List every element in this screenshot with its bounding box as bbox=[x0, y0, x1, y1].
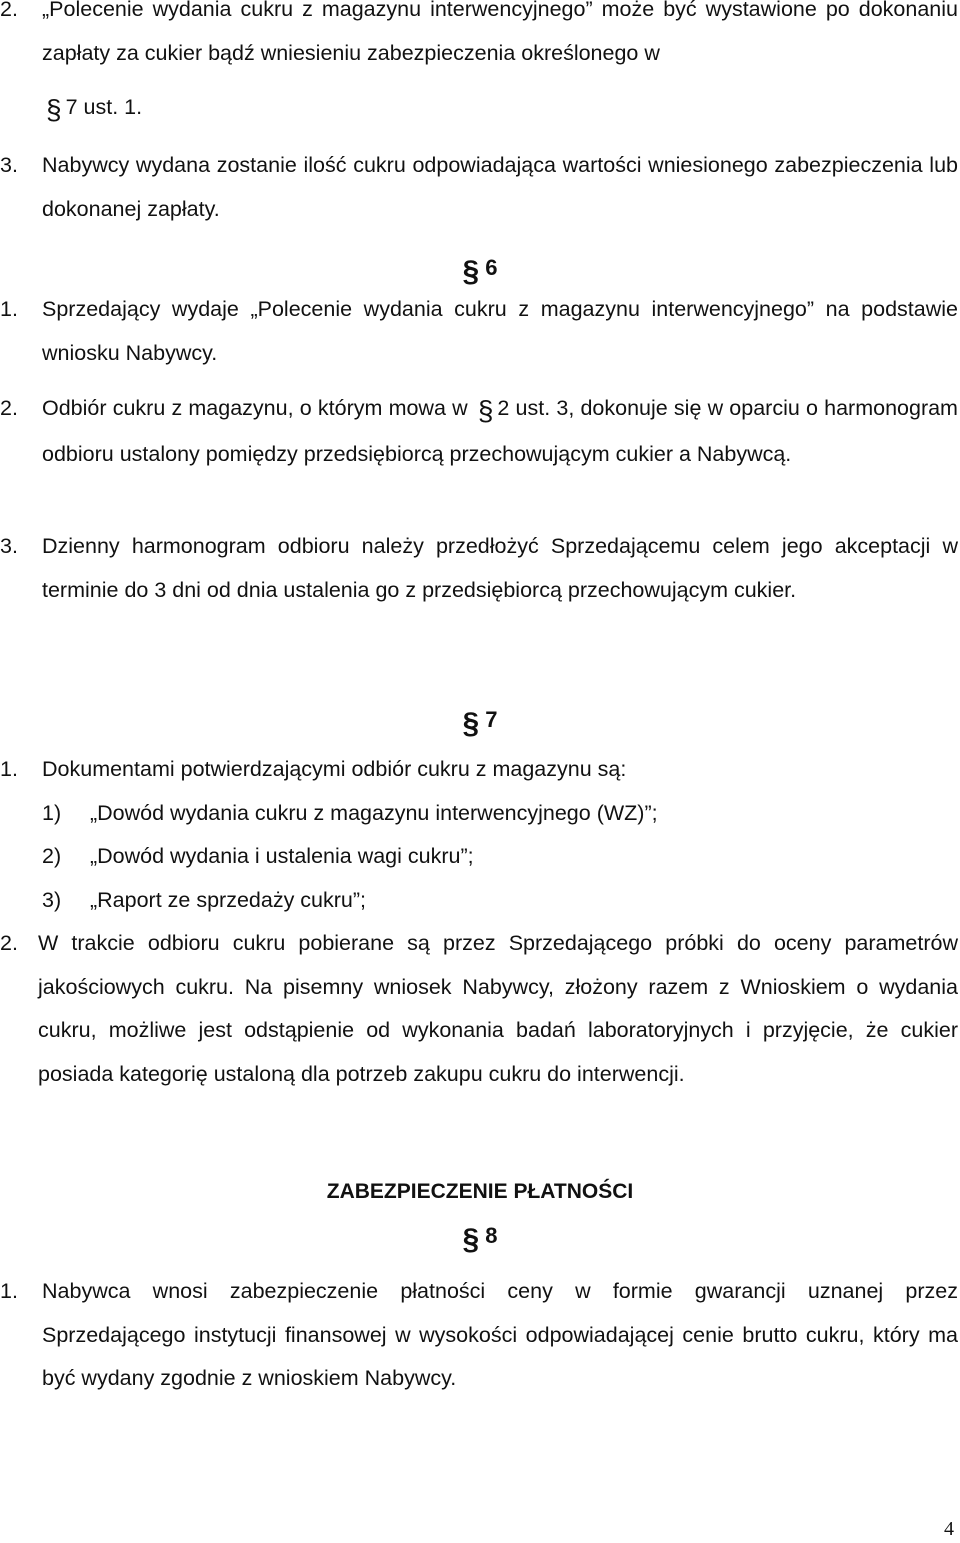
paragraph-number: 1. bbox=[0, 757, 18, 781]
paragraph-6-1 bbox=[0, 288, 958, 375]
paragraph-text: Sprzedający wydaje „Polecenie wydania cukru z magazynu interwencyjnego” na podstawie wniosku Nabywcy. bbox=[42, 297, 958, 365]
section-7-heading bbox=[0, 698, 960, 745]
paragraph-text: Dzienny harmonogram odbioru należy przedłożyć Sprzedającemu celem jego akceptacji w terminie do 3 dni od dnia ustalenia go z przedsiębiorcą przechowującym cukier. bbox=[42, 534, 958, 602]
section-symbol: § bbox=[462, 707, 480, 740]
list-item-number: 3) bbox=[42, 888, 62, 912]
list-item-number: 2) bbox=[42, 844, 62, 868]
paragraph-text: Nabywcy wydana zostanie ilość cukru odpowiadająca wartości wniesionego zabezpieczenia lub dokonanej zapłaty. bbox=[42, 153, 958, 221]
list-item-text: „Raport ze sprzedaży cukru”; bbox=[90, 888, 367, 912]
list-item bbox=[42, 792, 658, 836]
paragraph-text: W trakcie odbioru cukru pobierane są przez Sprzedającego próbki do oceny parametrów jakościowych cukru. Na pisemny wniosek Nabywcy, złożony razem z Wnioskiem o wydania cukru, możliwe jest odstąpienie od wykonania badań laboratoryjnych i przyjęcie, że cukier posiada kategorię ustaloną dla potrzeb zakupu cukru do interwencji. bbox=[38, 931, 958, 1086]
paragraph-2-continuation bbox=[0, 86, 958, 132]
paragraph-6-3 bbox=[0, 525, 958, 612]
section-number: 6 bbox=[485, 255, 498, 280]
list-item-text: „Dowód wydania i ustalenia wagi cukru”; bbox=[90, 844, 474, 868]
paragraph-7-1 bbox=[0, 748, 958, 792]
paragraph-number: 1. bbox=[0, 297, 18, 321]
section-6-heading bbox=[0, 246, 960, 293]
paragraph-7-2 bbox=[0, 922, 958, 1096]
list-item bbox=[42, 835, 474, 879]
section-symbol: § bbox=[462, 1223, 480, 1256]
paragraph-text-b: 2 ust. 3, dokonuje się w oparciu o harmonogram odbioru ustalony pomiędzy przedsiębiorcą przechowującym cukier a Nabywcą. bbox=[42, 396, 958, 466]
paragraph-text: Dokumentami potwierdzającymi odbiór cukru z magazynu są: bbox=[42, 757, 627, 781]
paragraph-number: 1. bbox=[0, 1279, 18, 1303]
paragraph-2-polecenie bbox=[0, 0, 958, 75]
section-number: 8 bbox=[485, 1223, 498, 1248]
paragraph-3-nabywcy bbox=[0, 144, 958, 231]
paragraph-number: 2. bbox=[0, 931, 18, 955]
section-number: 7 bbox=[485, 707, 498, 732]
section-heading: ZABEZPIECZENIE PŁATNOŚCI bbox=[326, 1180, 634, 1203]
list-item-text: „Dowód wydania cukru z magazynu interwencyjnego (WZ)”; bbox=[90, 801, 658, 825]
paragraph-text: 7 ust. 1. bbox=[65, 95, 143, 119]
paragraph-number: 2. bbox=[0, 396, 18, 420]
section-symbol: § bbox=[462, 255, 480, 288]
paragraph-number: 3. bbox=[0, 534, 18, 558]
section-8-heading bbox=[0, 1214, 960, 1261]
paragraph-text: „Polecenie wydania cukru z magazynu interwencyjnego” może być wystawione po dokonaniu zapłaty za cukier bądź wniesieniu zabezpieczenia określonego w bbox=[42, 0, 958, 65]
paragraph-text: Nabywca wnosi zabezpieczenie płatności ceny w formie gwarancji uznanej przez Sprzedającego instytucji finansowej w wysokości odpowiadającej cenie brutto cukru, który ma być wydany zgodnie z wnioskiem Nabywcy. bbox=[42, 1279, 958, 1390]
paragraph-text-a: Odbiór cukru z magazynu, o którym mowa w bbox=[42, 396, 468, 420]
list-item bbox=[42, 879, 366, 923]
page-number: 4 bbox=[944, 1518, 954, 1540]
paragraph-6-2 bbox=[0, 387, 958, 476]
list-item-number: 1) bbox=[42, 801, 62, 825]
paragraph-number: 3. bbox=[0, 153, 18, 177]
section-symbol: § bbox=[46, 94, 62, 125]
paragraph-number: 2. bbox=[0, 0, 18, 21]
paragraph-8-1 bbox=[0, 1270, 958, 1401]
section-symbol: § bbox=[477, 395, 494, 426]
